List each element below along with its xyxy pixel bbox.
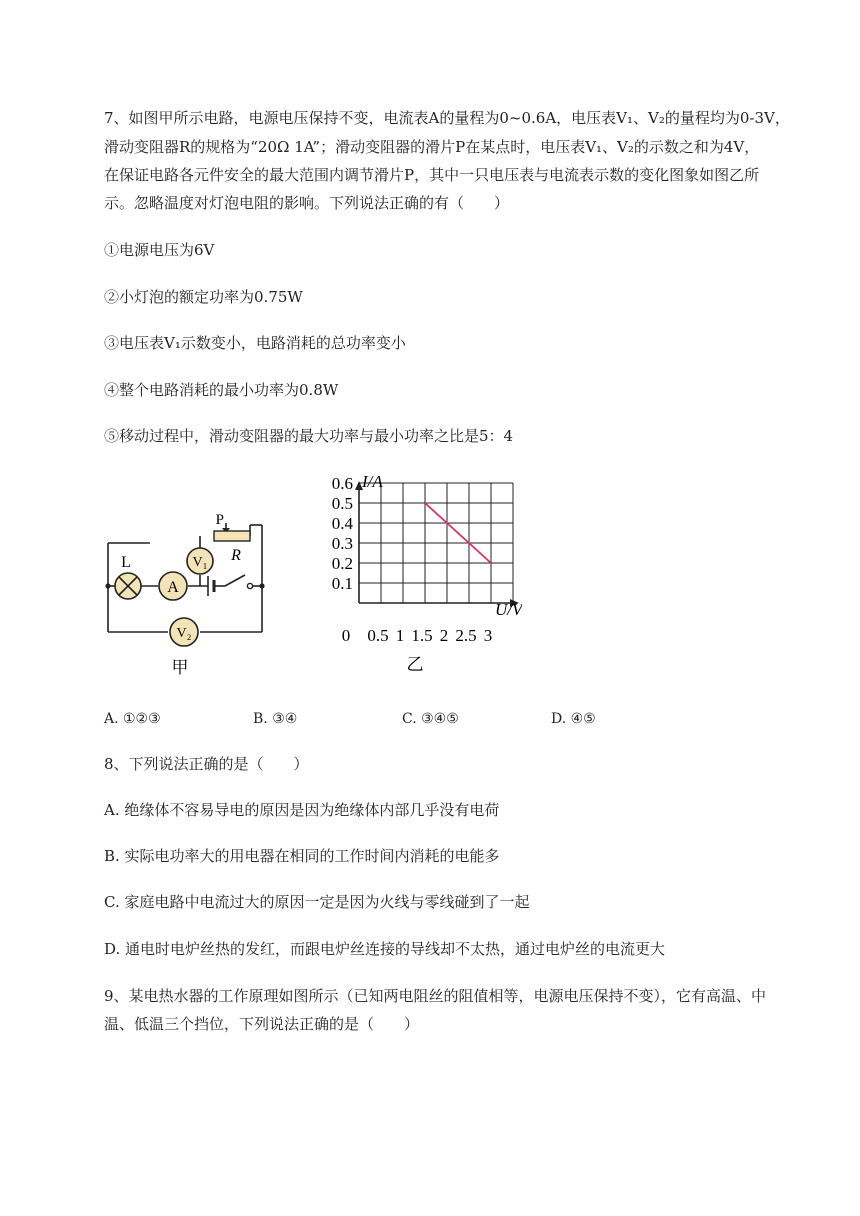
- x-tick-label: 2: [439, 626, 449, 645]
- x-axis-label: U/V: [495, 600, 522, 619]
- q9-stem-line-1: 9、某电热水器的工作原理如图所示（已知两电阻丝的阻值相等，电源电压保持不变），它有高温、中: [104, 987, 767, 1005]
- q8-option-b[interactable]: B. 实际电功率大的用电器在相同的工作时间内消耗的电能多: [104, 847, 500, 865]
- q7-statement-1: ①电源电压为6V: [104, 241, 215, 259]
- q7-option-b[interactable]: B. ③④: [253, 711, 298, 727]
- y-tick-label: 0.5: [331, 494, 353, 513]
- q7-statement-2: ②小灯泡的额定功率为0.75W: [104, 288, 303, 306]
- circuit-diagram: [90, 505, 290, 705]
- y-tick-label: 0.1: [331, 574, 353, 593]
- y-tick-label: 0.6: [331, 474, 353, 493]
- x-tick-label: 3: [483, 626, 493, 645]
- x-tick-label: 2.5: [455, 626, 477, 645]
- ammeter-label: A: [167, 579, 179, 596]
- y-tick-label: 0.2: [331, 554, 353, 573]
- graph-caption: 乙: [406, 655, 424, 674]
- current-voltage-graph: [322, 470, 522, 680]
- q7-stem-line-3: 在保证电路各元件安全的最大范围内调节滑片P，其中一只电压表与电流表示数的变化图象如图乙所: [104, 166, 760, 184]
- q7-stem-line-1: 7、如图甲所示电路，电源电压保持不变，电流表A的量程为0~0.6A，电压表V₁、V₂的量程均为0-3V，: [104, 109, 790, 127]
- q7-statement-4: ④整个电路消耗的最小功率为0.8W: [104, 381, 339, 399]
- q7-statement-3: ③电压表V₁示数变小，电路消耗的总功率变小: [104, 334, 406, 352]
- lamp-label: L: [121, 554, 131, 571]
- q7-option-d[interactable]: D. ④⑤: [551, 711, 596, 727]
- origin-label: 0: [341, 626, 351, 645]
- q9-stem-line-2: 温、低温三个挡位，下列说法正确的是（ ）: [104, 1015, 420, 1033]
- q8-option-c[interactable]: C. 家庭电路中电流过大的原因一定是因为火线与零线碰到了一起: [104, 893, 530, 911]
- voltmeter-1-label: V₁: [192, 555, 208, 570]
- y-tick-label: 0.4: [331, 514, 353, 533]
- voltmeter-2-label: V₂: [176, 626, 192, 641]
- x-tick-label: 1: [395, 626, 405, 645]
- q7-statement-5: ⑤移动过程中，滑动变阻器的最大功率与最小功率之比是5：4: [104, 427, 514, 445]
- series-line-0: [425, 503, 491, 563]
- q7-stem-line-4: 示。忽略温度对灯泡电阻的影响。下列说法正确的有（ ）: [104, 194, 510, 212]
- q8-option-d[interactable]: D. 通电时电炉丝热的发红，而跟电炉丝连接的导线却不太热，通过电炉丝的电流更大: [104, 940, 666, 958]
- q7-option-c[interactable]: C. ③④⑤: [402, 711, 459, 727]
- q8-stem: 8、下列说法正确的是（ ）: [104, 755, 309, 773]
- lamp-icon: [115, 573, 141, 599]
- circuit-caption: 甲: [171, 658, 189, 677]
- q8-option-a[interactable]: A. 绝缘体不容易导电的原因是因为绝缘体内部几乎没有电荷: [104, 801, 500, 819]
- slider-label: P: [215, 512, 224, 528]
- rheostat-label: R: [231, 547, 241, 564]
- y-axis-label: I/A: [362, 472, 383, 491]
- y-tick-label: 0.3: [331, 534, 353, 553]
- q7-option-a[interactable]: A. ①②③: [104, 711, 161, 727]
- x-tick-label: 0.5: [367, 626, 389, 645]
- x-tick-label: 1.5: [411, 626, 433, 645]
- q7-stem-line-2: 滑动变阻器R的规格为“20Ω 1A”；滑动变阻器的滑片P在某点时，电压表V₁、V₂的示数之和为4V，: [104, 138, 760, 156]
